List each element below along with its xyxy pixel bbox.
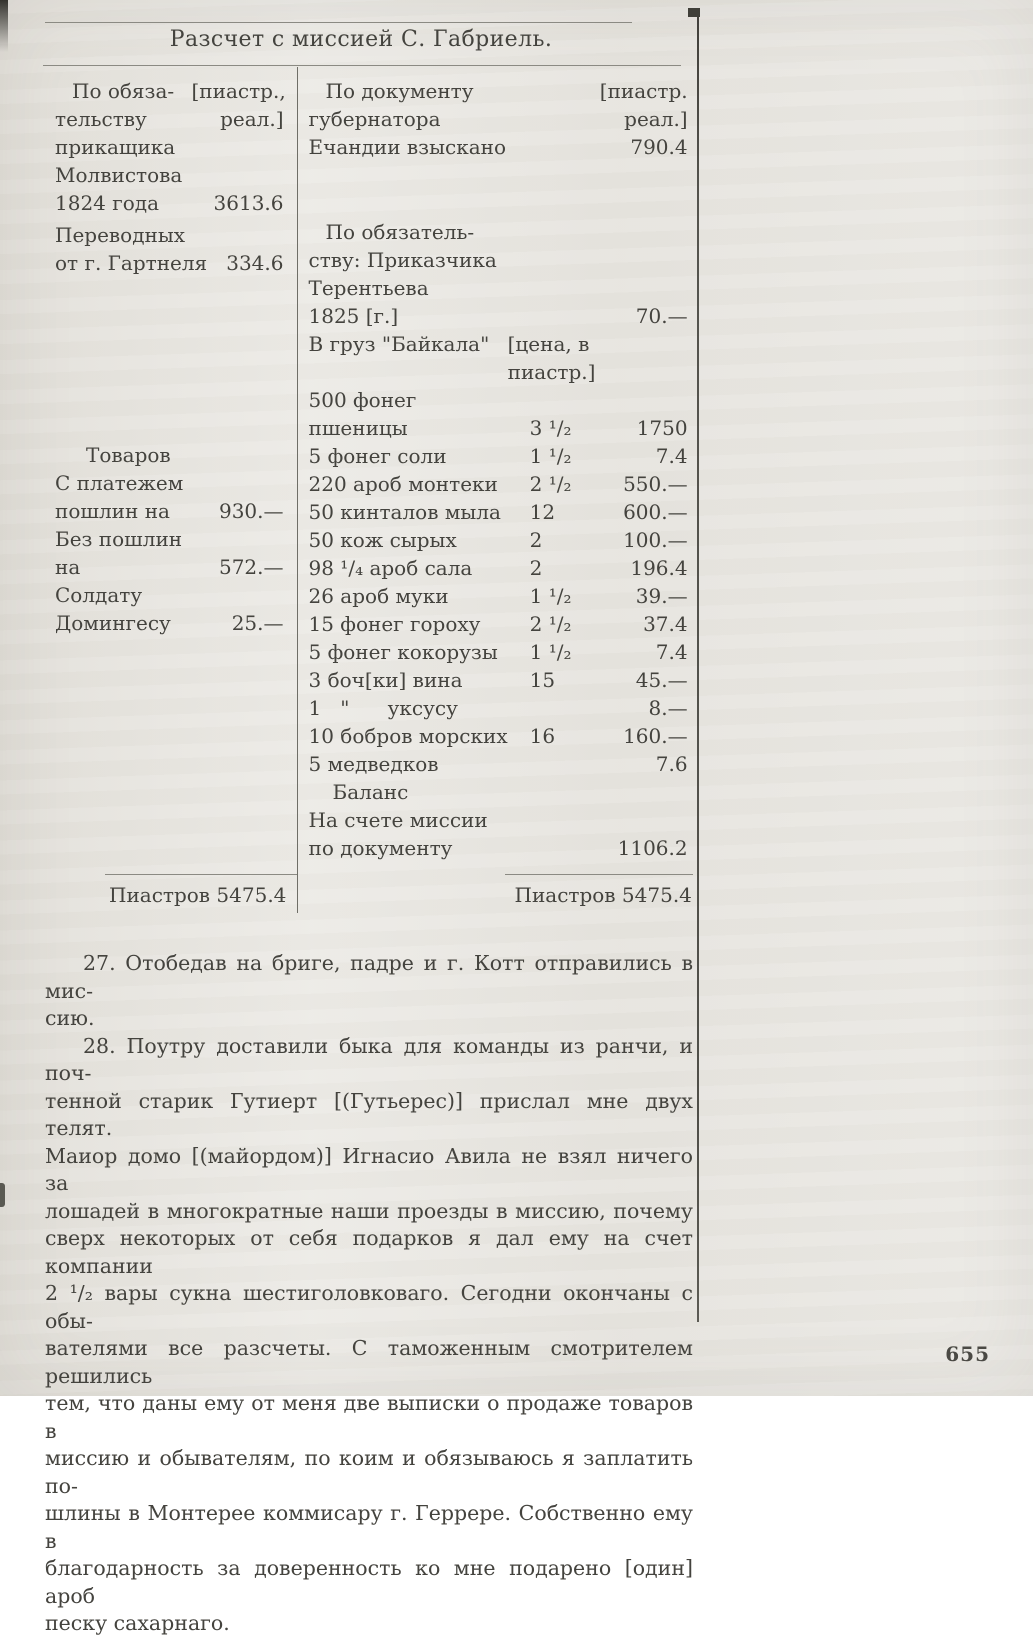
- row-value: 3613.6: [213, 191, 284, 215]
- row-value: 1106.2: [617, 836, 688, 860]
- row-value: 930.—: [218, 499, 284, 523]
- table-row: [309, 105, 688, 133]
- table-right-column: [298, 67, 696, 913]
- row-note: [цена, в: [507, 332, 590, 356]
- row-value: 70.—: [635, 304, 688, 328]
- paragraph-line: благодарность за доверенность ко мне подарено [один] ароб: [45, 1556, 693, 1608]
- row-label: Ечандии взыскано: [308, 135, 506, 159]
- table-row: [55, 161, 284, 189]
- table-row: [309, 806, 688, 834]
- table-row: [309, 554, 688, 582]
- spacer: [309, 161, 688, 218]
- row-value: [пиастр.,: [191, 79, 286, 103]
- row-qty: 12: [529, 500, 556, 524]
- row-label: 3 боч[ки] вина: [308, 668, 463, 692]
- paragraph-line: 27. Отобедав на бриге, падре и г. Котт отправились в мис-: [45, 951, 693, 1003]
- paragraph-line: лошадей в многократные наши проезды в миссию, почему: [45, 1198, 693, 1223]
- row-label: 1824 года: [55, 191, 160, 215]
- row-value: 25.—: [231, 611, 284, 635]
- row-label: 5 медведков: [308, 752, 439, 776]
- row-label: прикащика: [55, 135, 176, 159]
- journal-paragraphs: [45, 950, 693, 1638]
- row-label: на: [55, 555, 81, 579]
- row-label: пшеницы: [308, 416, 408, 440]
- row-value: 45.—: [635, 668, 688, 692]
- left-total: Пиастров 5475.4: [105, 874, 297, 908]
- row-qty: [508, 750, 584, 778]
- row-value: 7.4: [655, 640, 688, 664]
- paragraph-line: вателями все разсчеты. С таможенным смотрителем решились: [45, 1336, 693, 1388]
- table-row: [55, 581, 284, 609]
- table-row: [55, 553, 284, 581]
- paragraph-line: тенной старик Гутиерт [(Гутьерес)] прислал мне двух телят.: [45, 1088, 693, 1140]
- row-label: 50 кож сырых: [308, 528, 457, 552]
- row-label: 1825 [г.]: [308, 304, 399, 328]
- table-row: [309, 358, 688, 386]
- table-row: [309, 834, 688, 862]
- table-row: [309, 694, 688, 722]
- right-total: Пиастров 5475.4: [505, 874, 693, 908]
- row-label: По обяза-: [72, 79, 175, 103]
- row-value: реал.]: [624, 107, 688, 131]
- row-note: пиастр.]: [507, 360, 596, 384]
- row-label: В груз "Байкала": [308, 332, 490, 356]
- table-top-rule: [45, 22, 632, 23]
- scan-edge-mark-top: [0, 0, 8, 52]
- table-row: [309, 722, 688, 750]
- row-label: 220 ароб монтеки: [308, 472, 498, 496]
- row-label: 10 бобров морских: [308, 724, 508, 748]
- row-value: 100.—: [623, 528, 688, 552]
- row-value: 334.6: [226, 251, 284, 275]
- row-qty: 1 ¹/₂: [529, 444, 572, 468]
- paragraph-line: 2 ¹/₂ вары сукна шестиголовковаго. Сегодни окончаны с обы-: [45, 1281, 693, 1333]
- row-label: Солдату: [55, 583, 143, 607]
- row-label: 5 фонег соли: [308, 444, 447, 468]
- row-value: 790.4: [630, 135, 688, 159]
- row-label: от г. Гартнеля: [55, 251, 208, 275]
- row-label: Товаров: [86, 443, 171, 467]
- table-row: [55, 77, 284, 105]
- paragraph-line: сверх некоторых от себя подарков я дал ему на счет компании: [45, 1226, 693, 1278]
- paragraph-line: тем, что даны ему от меня две выписки о продаже товаров в: [45, 1391, 693, 1443]
- row-label: [309, 358, 501, 386]
- table-row: [309, 638, 688, 666]
- table-row: [309, 610, 688, 638]
- row-label: На счете миссии: [308, 808, 488, 832]
- paragraph-line: шлины в Монтерее коммисару г. Геррере. Собственно ему в: [45, 1501, 693, 1553]
- table-row: [55, 189, 284, 217]
- row-label: Без пошлин: [55, 527, 183, 551]
- row-qty: 2 ¹/₂: [529, 472, 572, 496]
- table-left-column: [32, 67, 298, 913]
- row-qty: 15: [529, 668, 556, 692]
- row-label: губернатора: [308, 107, 441, 131]
- table-row: [309, 302, 688, 330]
- row-value: 600.—: [623, 500, 688, 524]
- row-value: 550.—: [623, 472, 688, 496]
- row-label: по документу: [308, 836, 453, 860]
- row-label: ству: Приказчика: [308, 248, 497, 272]
- table-row: [309, 526, 688, 554]
- row-value: 572.—: [218, 555, 284, 579]
- row-label: 26 ароб муки: [308, 584, 449, 608]
- table-row: [55, 497, 284, 525]
- row-qty: 2: [529, 556, 543, 580]
- row-label: 5 фонег кокорузы: [308, 640, 498, 664]
- row-qty: [508, 694, 584, 722]
- table-row: [55, 469, 284, 497]
- table-row: [309, 778, 688, 806]
- row-label: 500 фонег: [308, 388, 417, 412]
- scan-edge-mark-left: [0, 1183, 5, 1207]
- row-label: По документу: [325, 79, 474, 103]
- row-value: 160.—: [623, 724, 688, 748]
- table-row: [309, 750, 688, 778]
- page-gutter-line: [697, 8, 699, 1322]
- table-row: [309, 330, 688, 358]
- spacer: [55, 277, 284, 441]
- row-label: Баланс: [332, 780, 409, 804]
- table-row: [309, 133, 688, 161]
- row-label: 15 фонег гороху: [308, 612, 481, 636]
- table-row: [55, 221, 284, 249]
- row-label: 50 кинталов мыла: [308, 500, 501, 524]
- row-value: 1750: [636, 416, 688, 440]
- row-label: пошлин на: [55, 499, 170, 523]
- row-value: 37.4: [643, 612, 688, 636]
- row-label: Терентьева: [308, 276, 429, 300]
- paragraph-line: сию.: [45, 1006, 95, 1030]
- table-row: [309, 666, 688, 694]
- paragraph-line: Маиор домо [(майордом)] Игнасио Авила не взял ничего за: [45, 1143, 693, 1195]
- row-qty: 1 ¹/₂: [529, 640, 572, 664]
- row-qty: 16: [529, 724, 556, 748]
- table-title: Разсчет с миссией С. Габриель.: [169, 27, 553, 52]
- row-qty: 3 ¹/₂: [529, 416, 572, 440]
- table-row: [309, 470, 688, 498]
- row-qty: 2 ¹/₂: [529, 612, 572, 636]
- table-row: [309, 414, 688, 442]
- table-row: [309, 246, 688, 274]
- row-value: 196.4: [630, 556, 688, 580]
- row-value: 7.6: [655, 752, 688, 776]
- paragraph-line: 28. Поутру доставили быка для команды из ранчи, и поч-: [45, 1033, 693, 1085]
- row-label: Молвистова: [55, 163, 183, 187]
- table-row: [309, 442, 688, 470]
- row-label: Домингесу: [55, 611, 171, 635]
- row-qty: 1 ¹/₂: [529, 584, 572, 608]
- row-label: 98 ¹/₄ ароб сала: [308, 556, 473, 580]
- table-row: [309, 77, 688, 105]
- gutter-ink-mark: [688, 8, 700, 17]
- table-row: [55, 105, 284, 133]
- row-value: [пиастр.: [599, 79, 688, 103]
- row-label: тельству: [55, 107, 147, 131]
- paragraph-line: песку сахарнаго.: [45, 1611, 230, 1635]
- table-row: [55, 525, 284, 553]
- account-table: [32, 67, 690, 913]
- row-value: 39.—: [635, 584, 688, 608]
- table-row: [309, 386, 688, 414]
- table-row: [309, 218, 688, 246]
- paragraph-line: миссию и обывателям, по коим и обязываюсь я заплатить по-: [45, 1446, 693, 1498]
- table-row: [55, 441, 284, 469]
- page-number: 655: [945, 1342, 990, 1366]
- table-row: [55, 609, 284, 637]
- row-label: 1 " уксусу: [308, 696, 458, 720]
- row-label: Переводных: [55, 223, 186, 247]
- row-value: реал.]: [220, 107, 284, 131]
- table-row: [55, 249, 284, 277]
- table-row: [55, 133, 284, 161]
- table-row: [309, 274, 688, 302]
- row-label: По обязатель-: [325, 220, 475, 244]
- row-value: 8.—: [648, 696, 688, 720]
- row-qty: 2: [529, 528, 543, 552]
- row-label: С платежем: [55, 471, 184, 495]
- row-value: 7.4: [655, 444, 688, 468]
- table-row: [309, 582, 688, 610]
- table-row: [309, 498, 688, 526]
